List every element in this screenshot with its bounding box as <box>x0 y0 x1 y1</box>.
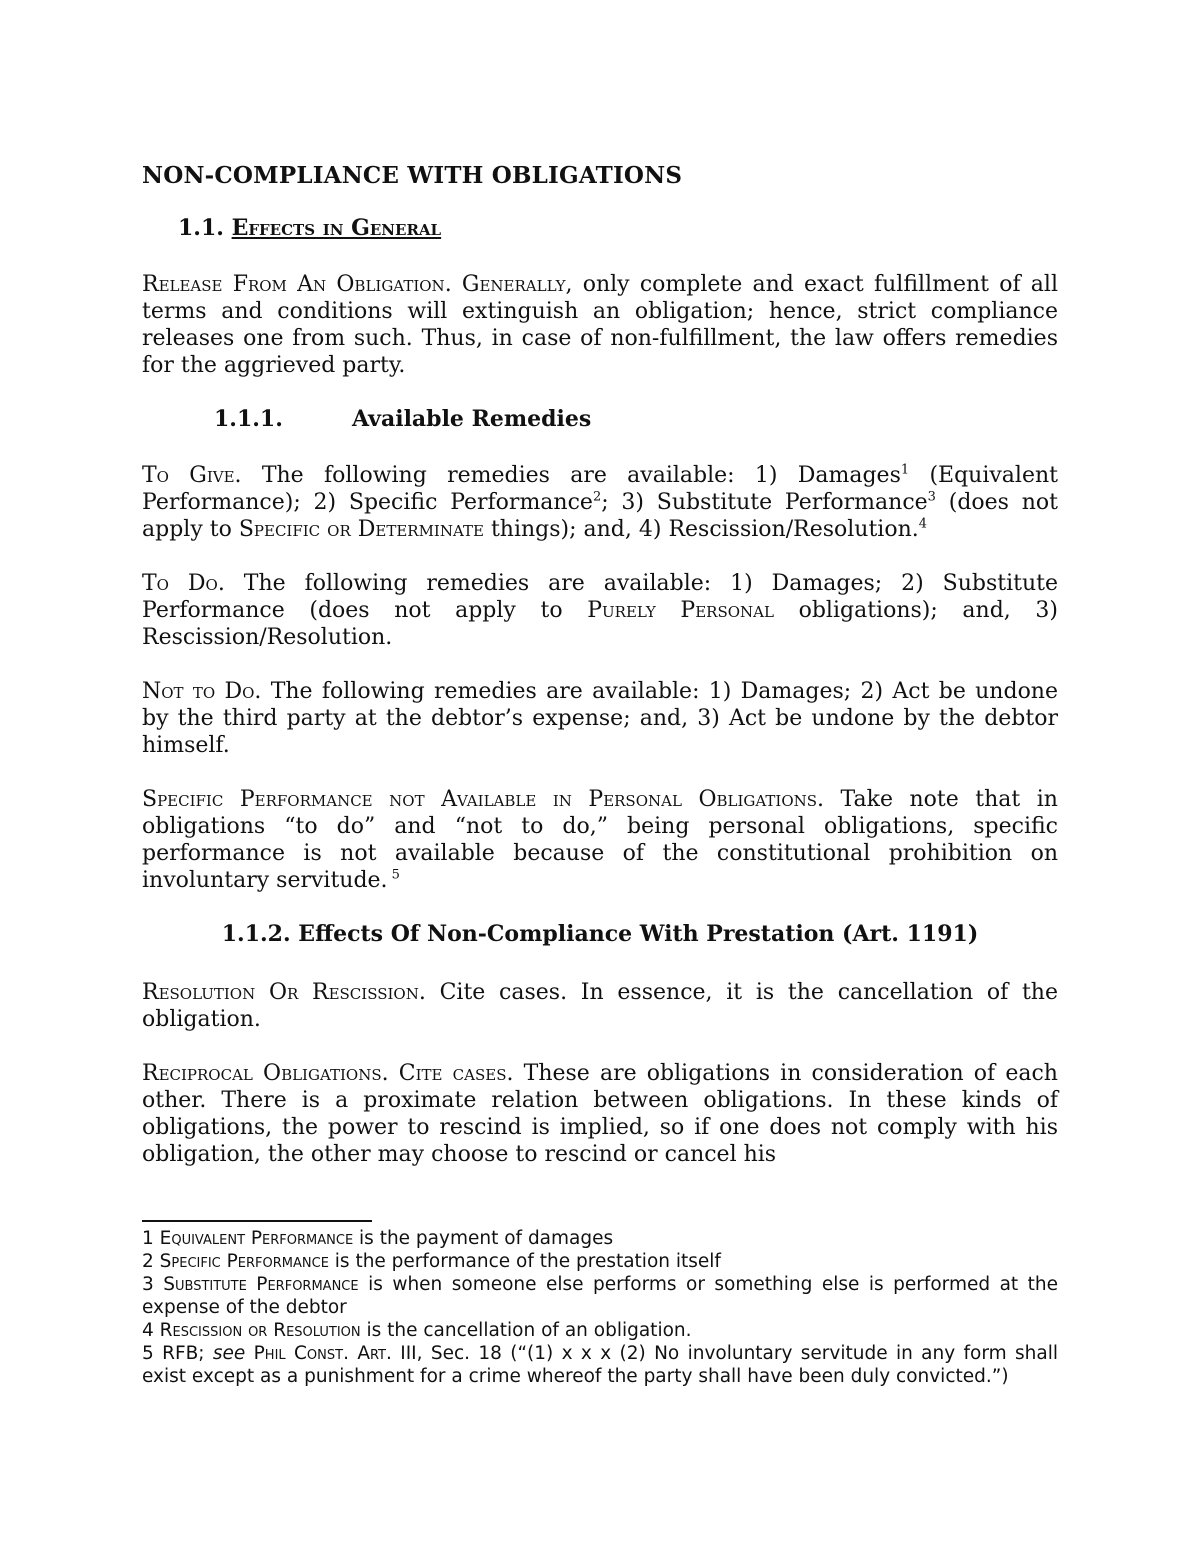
footnote-ref-3[interactable]: 3 <box>927 489 936 505</box>
text-run: . Cite cases. In essence, it is the cancellation of the obligation. <box>142 980 1058 1032</box>
text-run: (Equivalent Performance); 2) Specific Performance <box>142 463 1058 515</box>
text-run: . The following remedies are available: 1) Damages <box>234 463 901 488</box>
footnotes <box>142 1227 1058 1388</box>
paragraph-specific-performance <box>142 786 1058 894</box>
run-in-heading: Release From An Obligation <box>142 272 445 297</box>
signal-word: see <box>212 1343 246 1364</box>
paragraph-to-give <box>142 462 1058 543</box>
run-in-heading: To Give <box>142 463 235 488</box>
run-in-heading: Generally <box>461 272 566 297</box>
text-run: . <box>444 272 462 297</box>
text-run: is the performance of the prestation itself <box>328 1251 721 1272</box>
text-run: . <box>381 1061 399 1086</box>
footnote-number: 3 <box>142 1274 164 1295</box>
paragraph-to-do <box>142 570 1058 651</box>
text-run: . These are obligations in consideration of each other. There is a proximate relation between obligations. In these kinds of obligations, the power to rescind is implied, so if one does not comply with his obligation, the other may choose to rescind or cancel his <box>142 1061 1058 1167</box>
text-run: III, Sec. 18 (“(1) x x x (2) No involuntary servitude in any form shall exist except as a punishment for a crime whereof the party shall have been duly convicted.”) <box>142 1343 1058 1387</box>
small-caps-term: Substitute Performance <box>163 1274 359 1295</box>
section-label: Effects in General <box>231 215 442 241</box>
section-number: 1.1.1. <box>214 406 283 432</box>
document-body <box>142 162 1058 1168</box>
footnote-ref-4[interactable]: 4 <box>918 516 928 532</box>
text-run: , only complete and exact fulfillment of all terms and conditions will extinguish an obligation; hence, strict compliance releases one from such. Thus, in case of non-fulfillment, the law offers remedies for the aggrieved party. <box>142 272 1058 378</box>
footnote-number: 1 <box>142 1228 160 1249</box>
run-in-heading: Specific Performance not Available in Personal Obligations <box>142 787 818 812</box>
footnote-4 <box>142 1319 1058 1342</box>
text-run: . Take note that in obligations “to do” and “not to do,” being personal obligations, specific performance is not available because of the constitutional prohibition on involuntary servitude. <box>142 787 1058 893</box>
text-run: obligations); and, 3) Rescission/Resolution. <box>142 598 1058 650</box>
run-in-heading: To Do <box>142 571 218 596</box>
text-run: is the cancellation of an obligation. <box>360 1320 692 1341</box>
section-heading-1-1-1 <box>214 406 1058 432</box>
text-run <box>245 1343 253 1364</box>
text-run: (does not apply to <box>142 490 1058 542</box>
paragraph-resolution <box>142 979 1058 1033</box>
footnote-number: 2 <box>142 1251 160 1272</box>
text-run: . The following remedies are available: 1) Damages; 2) Substitute Performance (does not apply to <box>142 571 1058 623</box>
document-title: NON-COMPLIANCE WITH OBLIGATIONS <box>142 162 683 189</box>
footnote-number: 4 <box>142 1320 160 1341</box>
section-heading-1-1-2: 1.1.2. Effects Of Non-Compliance With Prestation (Art. 1191) <box>221 921 979 947</box>
small-caps-term: Rescission or Resolution <box>159 1320 361 1341</box>
footnote-3 <box>142 1273 1058 1319</box>
run-in-heading: Resolution Or Rescission <box>142 980 419 1005</box>
footnote-2 <box>142 1250 1058 1273</box>
small-caps-term: Phil Const. Art. <box>253 1343 392 1364</box>
text-run: ; 3) Substitute Performance <box>601 490 928 515</box>
paragraph-not-to-do <box>142 678 1058 759</box>
footnote-separator <box>142 1220 372 1222</box>
run-in-heading: Cite cases <box>398 1061 507 1086</box>
text-run: is when someone else performs or something else is performed at the expense of the debtor <box>142 1274 1058 1318</box>
small-caps-term: Purely Personal <box>587 598 774 623</box>
footnote-ref-5[interactable]: 5 <box>387 867 400 883</box>
run-in-heading: Not to Do <box>142 679 255 704</box>
text-run: . The following remedies are available: 1) Damages; 2) Act be undone by the third party at the debtor’s expense; and, 3) Act be undone by the debtor himself. <box>142 679 1058 758</box>
text-run: is the payment of damages <box>353 1228 614 1249</box>
section-number: 1.1. <box>178 215 224 241</box>
small-caps-term: Specific or Determinate <box>238 517 484 542</box>
small-caps-term: Specific Performance <box>159 1251 329 1272</box>
paragraph-reciprocal <box>142 1060 1058 1168</box>
text-run: things); and, 4) Rescission/Resolution. <box>483 517 919 542</box>
section-label: Available Remedies <box>352 406 592 432</box>
paragraph-release <box>142 271 1058 379</box>
small-caps-term: Equivalent Performance <box>159 1228 354 1249</box>
run-in-heading: Reciprocal Obligations <box>142 1061 382 1086</box>
footnote-ref-1[interactable]: 1 <box>900 462 910 478</box>
footnote-5 <box>142 1342 1058 1388</box>
section-heading-1-1 <box>178 215 1058 241</box>
footnote-1 <box>142 1227 1058 1250</box>
footnote-ref-2[interactable]: 2 <box>592 489 602 505</box>
footnote-number: 5 RFB; <box>142 1343 213 1364</box>
